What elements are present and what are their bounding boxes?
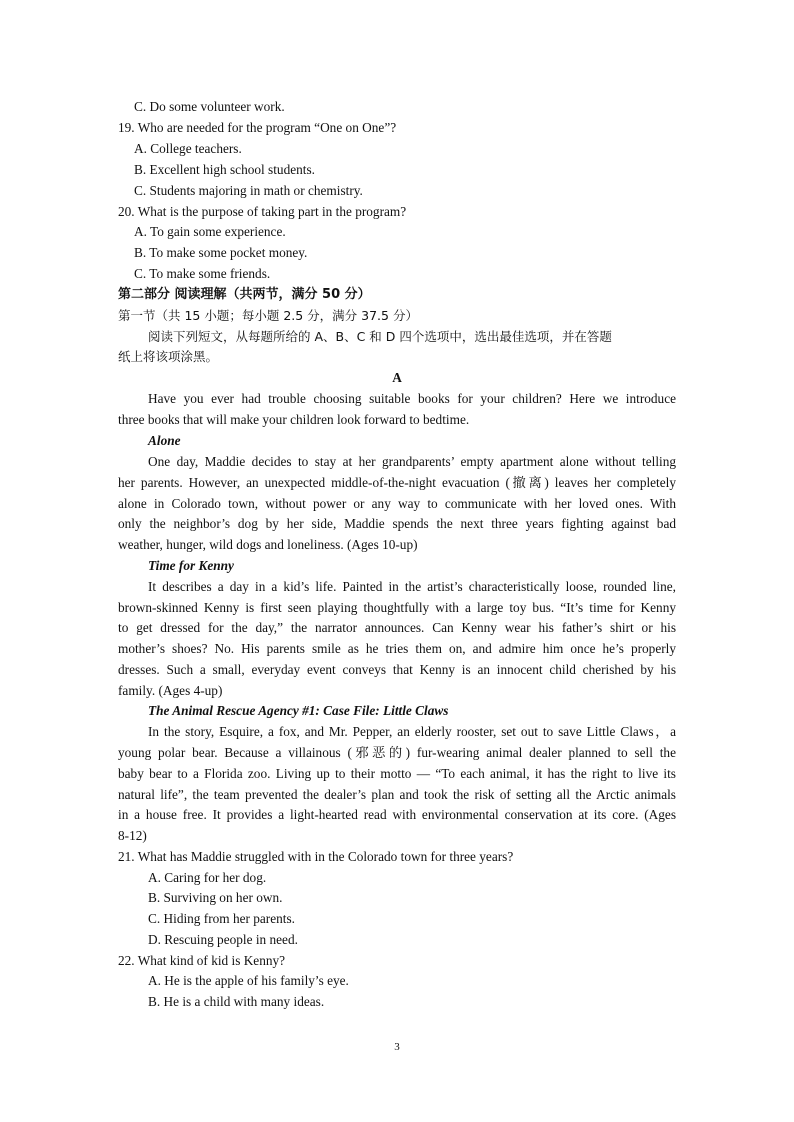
section1-heading: 第一节（共 15 小题；每小题 2.5 分，满分 37.5 分） — [118, 308, 418, 323]
book1-line-4: only the neighbor’s dog by her side, Maddie spends the next three years fighting against bad — [118, 516, 676, 531]
book3-line-5: in a house free. It provides a light-hearted read with environmental conservation at its core. (Ages — [118, 807, 676, 822]
q21-option-c: C. Hiding from her parents. — [148, 911, 295, 926]
q19-option-a: A. College teachers. — [134, 141, 242, 156]
book1-line-5: weather, hunger, wild dogs and loneliness. (Ages 10-up) — [118, 537, 418, 552]
book2-line-6: family. (Ages 4-up) — [118, 683, 223, 698]
q21-option-b: B. Surviving on her own. — [148, 890, 283, 905]
passage-label: A — [392, 370, 402, 385]
intro-line-2: three books that will make your children look forward to bedtime. — [118, 412, 470, 427]
book1-line-1: One day, Maddie decides to stay at her grandparents’ empty apartment alone without telling — [148, 454, 676, 469]
q20-question: 20. What is the purpose of taking part in the program? — [118, 204, 407, 219]
q20-option-b: B. To make some pocket money. — [134, 245, 308, 260]
instructions-line-1: 阅读下列短文，从每题所给的 A、B、C 和 D 四个选项中，选出最佳选项，并在答题 — [148, 329, 612, 344]
instructions-line-2: 纸上将该项涂黑。 — [118, 349, 219, 364]
book2-line-2: brown-skinned Kenny is first seen playing thoughtfully with a large toy bus. “It’s time for Kenny — [118, 600, 676, 615]
q19-option-c: C. Students majoring in math or chemistry. — [134, 183, 363, 198]
q22-question: 22. What kind of kid is Kenny? — [118, 953, 286, 968]
q22-option-b: B. He is a child with many ideas. — [148, 994, 325, 1009]
book3-line-6: 8-12) — [118, 828, 147, 843]
q21-option-a: A. Caring for her dog. — [148, 870, 267, 885]
q19-option-b: B. Excellent high school students. — [134, 162, 315, 177]
q19-question: 19. Who are needed for the program “One on One”? — [118, 120, 397, 135]
book1-line-2: her parents. However, an unexpected middle-of-the-night evacuation (撤离) leaves her completely — [118, 475, 676, 490]
book2-line-5: dresses. Such a small, everyday event conveys that Kenny is an innocent child cherished by his — [118, 662, 676, 677]
page-number: 3 — [394, 1041, 400, 1053]
part2-heading: 第二部分 阅读理解（共两节，满分 50 分） — [118, 287, 371, 302]
book3-line-2: young polar bear. Because a villainous (邪恶的) fur-wearing animal dealer planned to sell the — [118, 745, 676, 760]
q18-option-c: C. Do some volunteer work. — [134, 99, 285, 114]
book2-title: Time for Kenny — [148, 558, 234, 573]
book1-title: Alone — [148, 433, 181, 448]
book3-line-3: baby bear to a Florida zoo. Living up to their motto — “To each animal, it has the right to live its — [118, 766, 676, 781]
q22-option-a: A. He is the apple of his family’s eye. — [148, 973, 349, 988]
q21-question: 21. What has Maddie struggled with in the Colorado town for three years? — [118, 849, 514, 864]
book1-line-3: alone in Colorado town, without power or any way to communicate with her loved ones. With — [118, 496, 676, 511]
book2-line-4: mother’s shoes? No. His parents smile as he tries them on, and admire him once he’s properly — [118, 641, 676, 656]
intro-line-1: Have you ever had trouble choosing suitable books for your children? Here we introduce — [148, 391, 676, 406]
book3-line-1: In the story, Esquire, a fox, and Mr. Pepper, an elderly rooster, set out to save Little Claws，a — [148, 724, 676, 739]
q20-option-c: C. To make some friends. — [134, 266, 271, 281]
q20-option-a: A. To gain some experience. — [134, 224, 286, 239]
book3-title: The Animal Rescue Agency #1: Case File: Little Claws — [148, 703, 449, 718]
book2-line-3: to get dressed for the day,” the narrator announces. Can Kenny wear his father’s shirt or his — [118, 620, 676, 635]
book3-line-4: natural life”, the team prevented the dealer’s plan and took the risk of setting all the Arctic animals — [118, 787, 676, 802]
book2-line-1: It describes a day in a kid’s life. Painted in the artist’s characteristically loose, rounded line, — [148, 579, 676, 594]
q21-option-d: D. Rescuing people in need. — [148, 932, 298, 947]
